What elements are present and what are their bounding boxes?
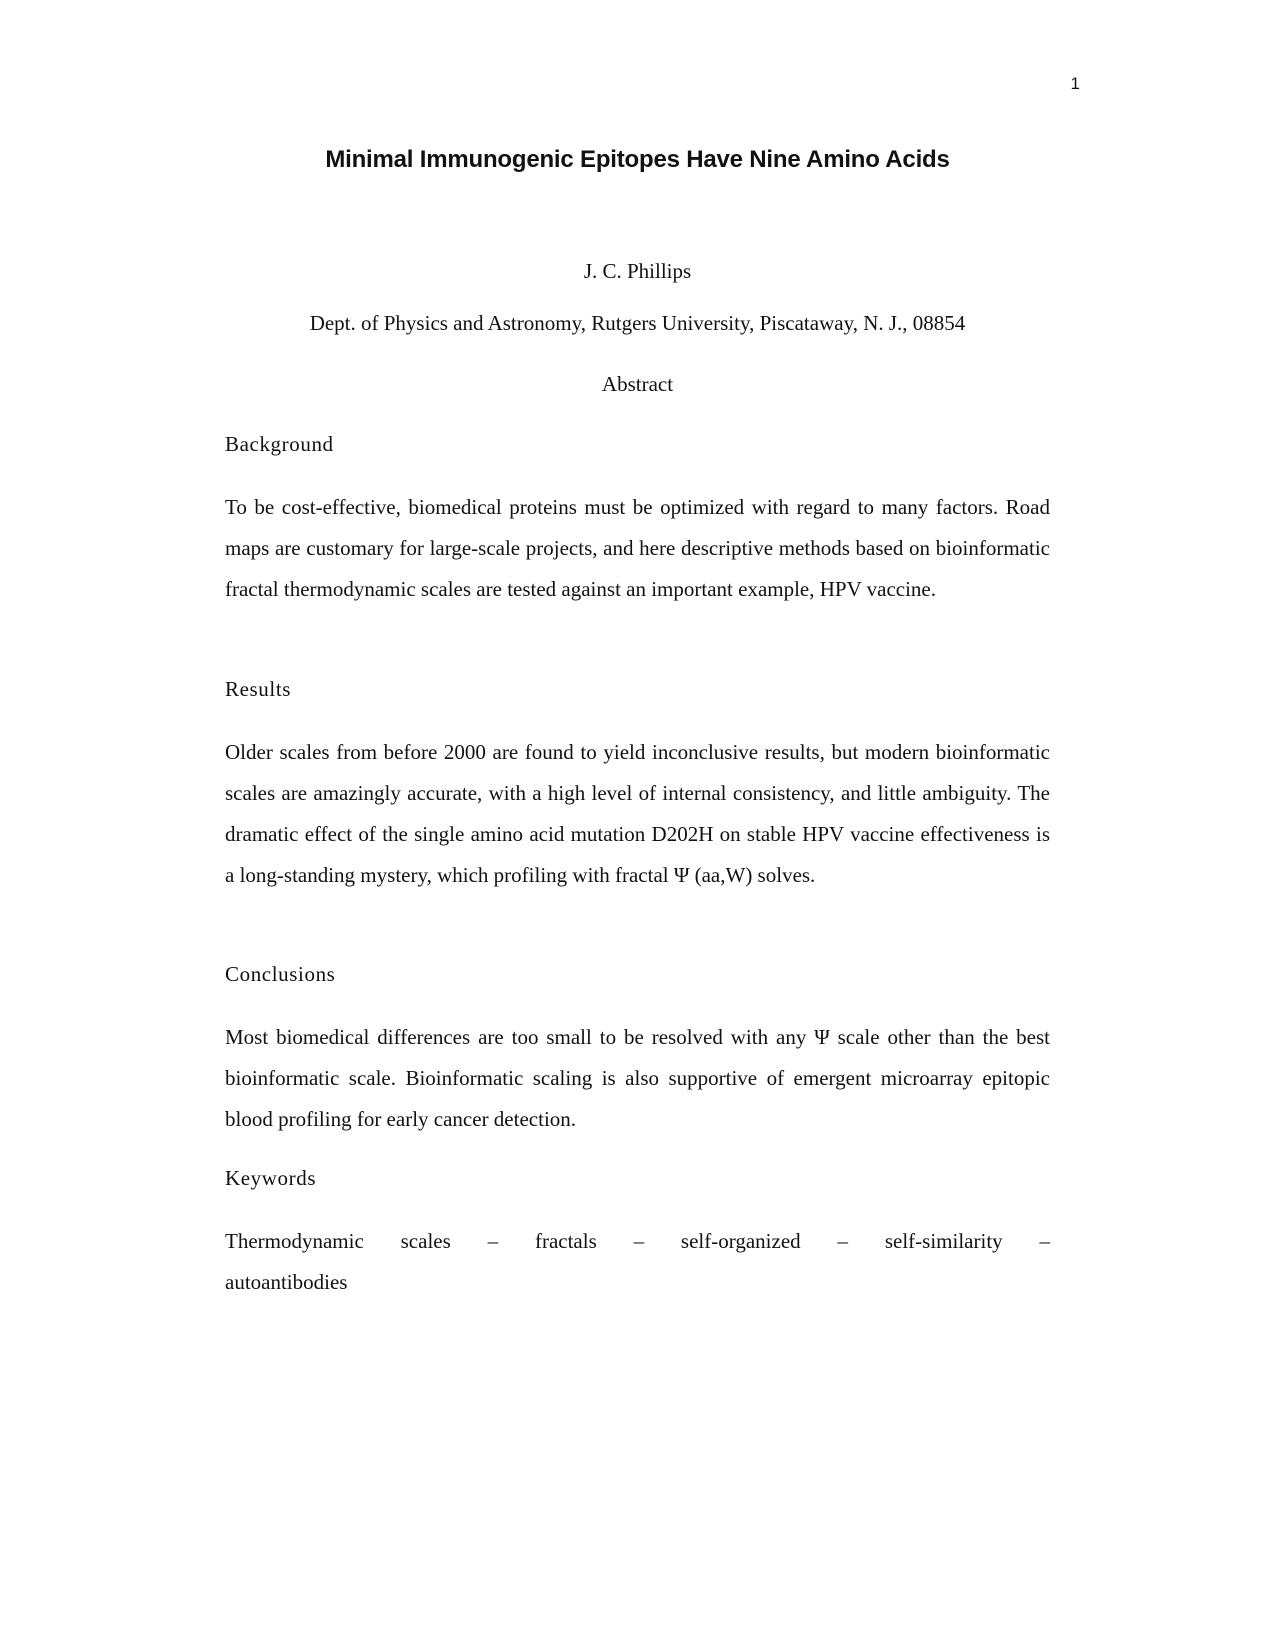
page-number: 1 (1070, 74, 1080, 93)
results-heading: Results (225, 677, 292, 701)
author-name: J. C. Phillips (583, 259, 692, 283)
conclusions-text: Most biomedical differences are too small to be resolved with any Ψ scale other than the best bioinformatic scale. Bioinformatic scaling is also supportive of emergent microarray epitopic blood profiling for early cancer detection. (225, 1025, 1050, 1131)
background-heading: Background (225, 432, 334, 456)
author-affiliation: Dept. of Physics and Astronomy, Rutgers University, Piscataway, N. J., 08854 (309, 311, 966, 335)
paper-title: Minimal Immunogenic Epitopes Have Nine Amino Acids (325, 146, 950, 173)
keywords-text: Thermodynamic scales – fractals – self-organized – self-similarity – autoantibodies (225, 1229, 1050, 1294)
background-text: To be cost-effective, biomedical proteins must be optimized with regard to many factors. Road maps are customary for large-scale projects, and here descriptive methods based on bioinformatic fractal thermodynamic scales are tested against an important example, HPV vaccine. (225, 495, 1050, 601)
abstract-heading: Abstract (601, 372, 674, 396)
conclusions-heading: Conclusions (225, 962, 336, 986)
results-text: Older scales from before 2000 are found to yield inconclusive results, but modern bioinformatic scales are amazingly accurate, with a high level of internal consistency, and little ambiguity. The dramatic effect of the single amino acid mutation D202H on stable HPV vaccine effectiveness is a long-standing mystery, which profiling with fractal Ψ (aa,W) solves. (225, 740, 1050, 887)
keywords-heading: Keywords (225, 1166, 317, 1190)
